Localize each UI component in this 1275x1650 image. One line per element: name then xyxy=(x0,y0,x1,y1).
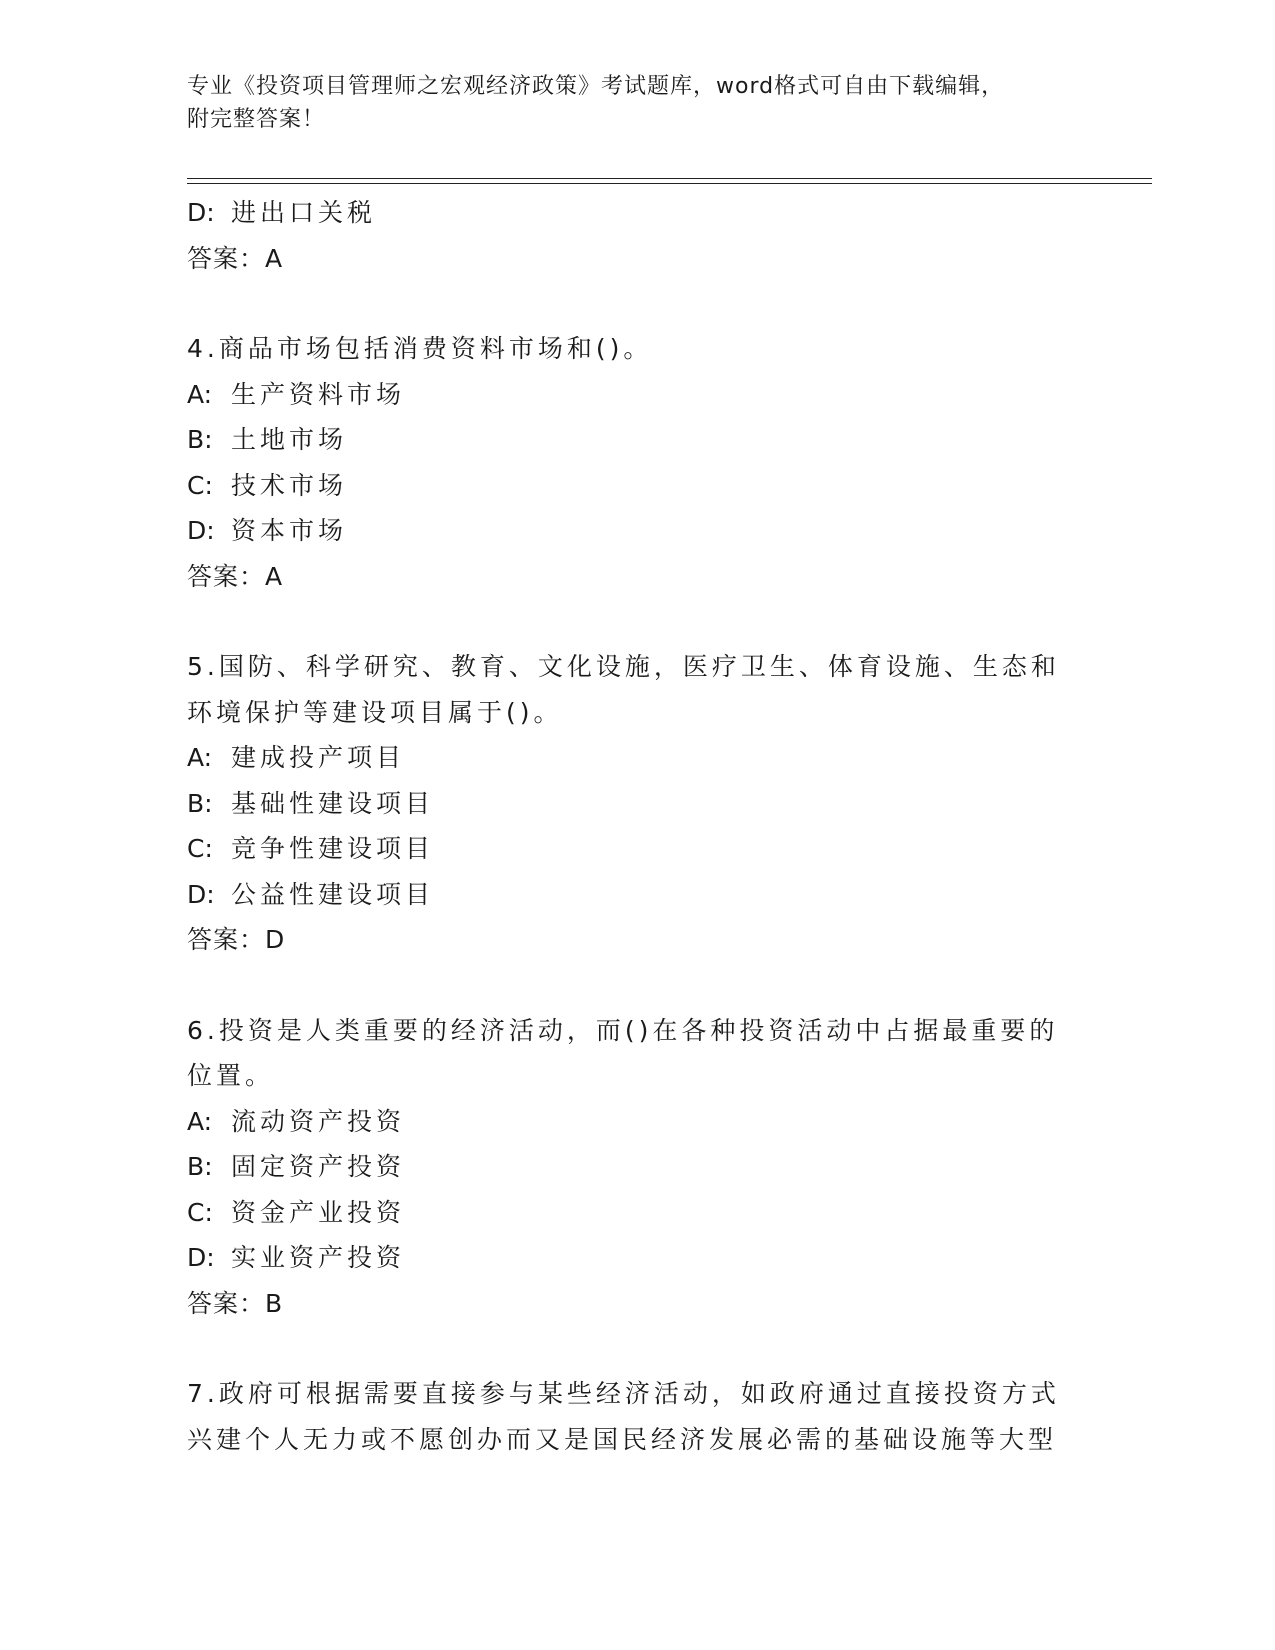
option-line xyxy=(187,190,1087,236)
header-line-2: 附完整答案！ xyxy=(187,107,326,132)
question-6 xyxy=(187,1008,1087,1327)
option-line xyxy=(187,508,1087,554)
header-line-1: 专业《投资项目管理师之宏观经济政策》考试题库，word格式可自由下载编辑， xyxy=(187,74,1005,99)
option-line xyxy=(187,1099,1087,1145)
question-stem: 兴建个人无力或不愿创办而又是国民经济发展必需的基础设施等大型 xyxy=(187,1424,1058,1454)
option-line xyxy=(187,1190,1087,1236)
question-stem: 6.投资是人类重要的经济活动，而()在各种投资活动中占据最重要的 xyxy=(187,1015,1059,1045)
header-divider-bottom xyxy=(187,183,1152,184)
option-text: 流动资产投资 xyxy=(231,1106,406,1136)
option-text: 土地市场 xyxy=(231,425,348,454)
option-letter: A: xyxy=(187,1106,213,1136)
option-text: 技术市场 xyxy=(231,470,348,500)
answer-line: 答案：A xyxy=(187,561,284,591)
option-letter: B: xyxy=(187,788,213,818)
header-divider-top xyxy=(187,178,1152,179)
question-stem: 4.商品市场包括消费资料市场和()。 xyxy=(187,334,653,363)
option-text: 公益性建设项目 xyxy=(231,879,435,909)
option-text: 资本市场 xyxy=(231,516,348,545)
option-text: 生产资料市场 xyxy=(231,379,406,409)
option-line xyxy=(187,417,1087,463)
option-letter: D: xyxy=(187,198,215,227)
option-text: 竞争性建设项目 xyxy=(231,834,435,863)
option-text: 进出口关税 xyxy=(231,198,377,227)
question-stem: 7.政府可根据需要直接参与某些经济活动，如政府通过直接投资方式 xyxy=(187,1379,1060,1408)
option-letter: A: xyxy=(187,743,213,772)
document-header xyxy=(187,70,1067,136)
question-content xyxy=(187,190,1087,1462)
option-line xyxy=(187,1144,1087,1190)
question-5 xyxy=(187,644,1087,963)
option-line xyxy=(187,1235,1087,1281)
option-letter: A: xyxy=(187,379,213,409)
option-letter: D: xyxy=(187,516,215,545)
option-line xyxy=(187,781,1087,827)
option-line xyxy=(187,463,1087,509)
option-text: 建成投产项目 xyxy=(231,743,406,772)
question-stem: 位置。 xyxy=(187,1061,275,1090)
option-line xyxy=(187,372,1087,418)
option-letter: C: xyxy=(187,470,213,500)
answer-line: 答案：B xyxy=(187,1288,284,1318)
option-text: 实业资产投资 xyxy=(231,1243,406,1272)
question-7 xyxy=(187,1371,1087,1462)
option-text: 资金产业投资 xyxy=(231,1197,406,1227)
option-line xyxy=(187,735,1087,781)
answer-line: 答案：A xyxy=(187,243,284,273)
option-letter: C: xyxy=(187,1197,213,1227)
option-line xyxy=(187,872,1087,918)
option-text: 基础性建设项目 xyxy=(231,788,435,818)
question-stem: 5.国防、科学研究、教育、文化设施，医疗卫生、体育设施、生态和 xyxy=(187,652,1060,681)
answer-line: 答案：D xyxy=(187,925,286,954)
option-letter: D: xyxy=(187,879,215,909)
option-letter: B: xyxy=(187,425,213,454)
question-4 xyxy=(187,326,1087,599)
option-text: 固定资产投资 xyxy=(231,1152,406,1181)
option-line xyxy=(187,826,1087,872)
option-letter: C: xyxy=(187,834,213,863)
option-letter: B: xyxy=(187,1152,213,1181)
option-letter: D: xyxy=(187,1243,215,1272)
question-stem: 环境保护等建设项目属于()。 xyxy=(187,697,563,727)
